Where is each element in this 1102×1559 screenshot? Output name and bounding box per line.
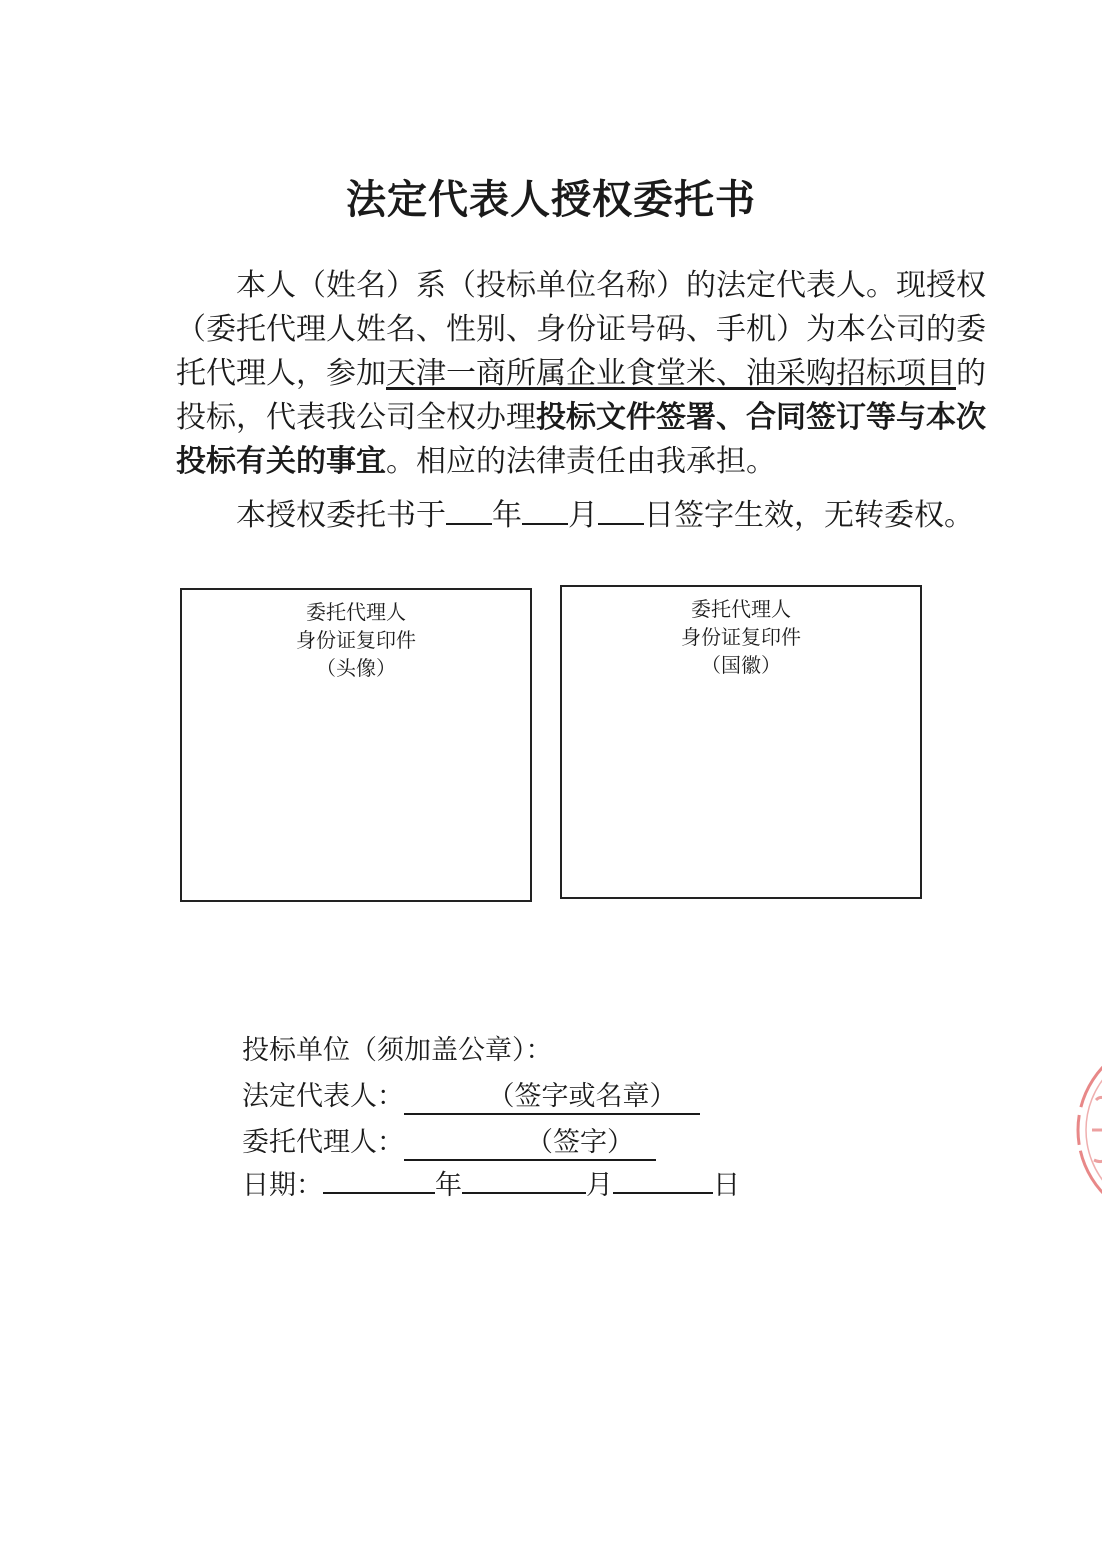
month-blank[interactable] [522,495,568,525]
box-label: （国徽） [701,653,781,677]
bidder-label: 投标单位（须加盖公章）： [242,1035,553,1066]
id-copy-front-box [180,588,532,902]
authorization-paragraph [176,264,986,484]
box-label: 委托代理人 [691,597,791,621]
date-line [242,1162,740,1202]
date-day-field[interactable] [613,1162,713,1194]
month-label: 月 [586,1170,613,1201]
line-text: 本授权委托书于 [236,498,446,533]
legal-rep-label: 法定代表人： [242,1081,404,1112]
paragraph-line: （委托代理人姓名、性别、身份证号码、手机）为本公司的委 [176,312,986,347]
line-text: 日签字生效，无转委权。 [644,498,974,533]
box-label: 身份证复印件 [296,628,416,652]
paragraph-line [176,396,986,440]
year-label: 年 [435,1170,462,1201]
agent-signature-field[interactable]: （签字） [404,1120,656,1161]
line-text: 的 [956,356,986,391]
date-month-field[interactable] [462,1162,586,1194]
agent-label: 委托代理人： [242,1127,404,1158]
partial-seal-stamp-icon [1060,1020,1102,1240]
paragraph-line [176,440,956,484]
box-label: 委托代理人 [306,600,406,624]
box-label: 身份证复印件 [681,625,801,649]
id-copy-back-box [560,585,922,899]
line-text: 托代理人，参加 [176,356,386,391]
date-year-field[interactable] [323,1162,435,1194]
month-label: 月 [568,498,598,533]
day-blank[interactable] [598,495,644,525]
document-title: 法定代表人授权委托书 [346,176,756,223]
agent-line [242,1120,656,1161]
legal-rep-signature-field[interactable]: （签字或名章） [404,1074,700,1115]
box-label: （头像） [316,656,396,680]
authorized-matters: 投标有关的事宜 [176,444,386,479]
date-label: 日期： [242,1170,323,1201]
day-label: 日 [713,1170,740,1201]
authorized-matters: 投标文件签署、合同签订等与本次 [536,400,986,435]
paragraph-line [176,352,986,396]
effective-date-line [236,494,974,538]
project-name: 天津一商所属企业食堂米、油采购招标项目 [386,356,956,391]
bidder-line [242,1028,553,1067]
year-label: 年 [492,498,522,533]
legal-rep-line [242,1074,700,1115]
line-text: 投标，代表我公司全权办理 [176,400,536,435]
paragraph-line: 本人（姓名）系（投标单位名称）的法定代表人。现授权 [236,268,986,303]
year-blank[interactable] [446,495,492,525]
line-text: 。相应的法律责任由我承担。 [386,444,776,479]
